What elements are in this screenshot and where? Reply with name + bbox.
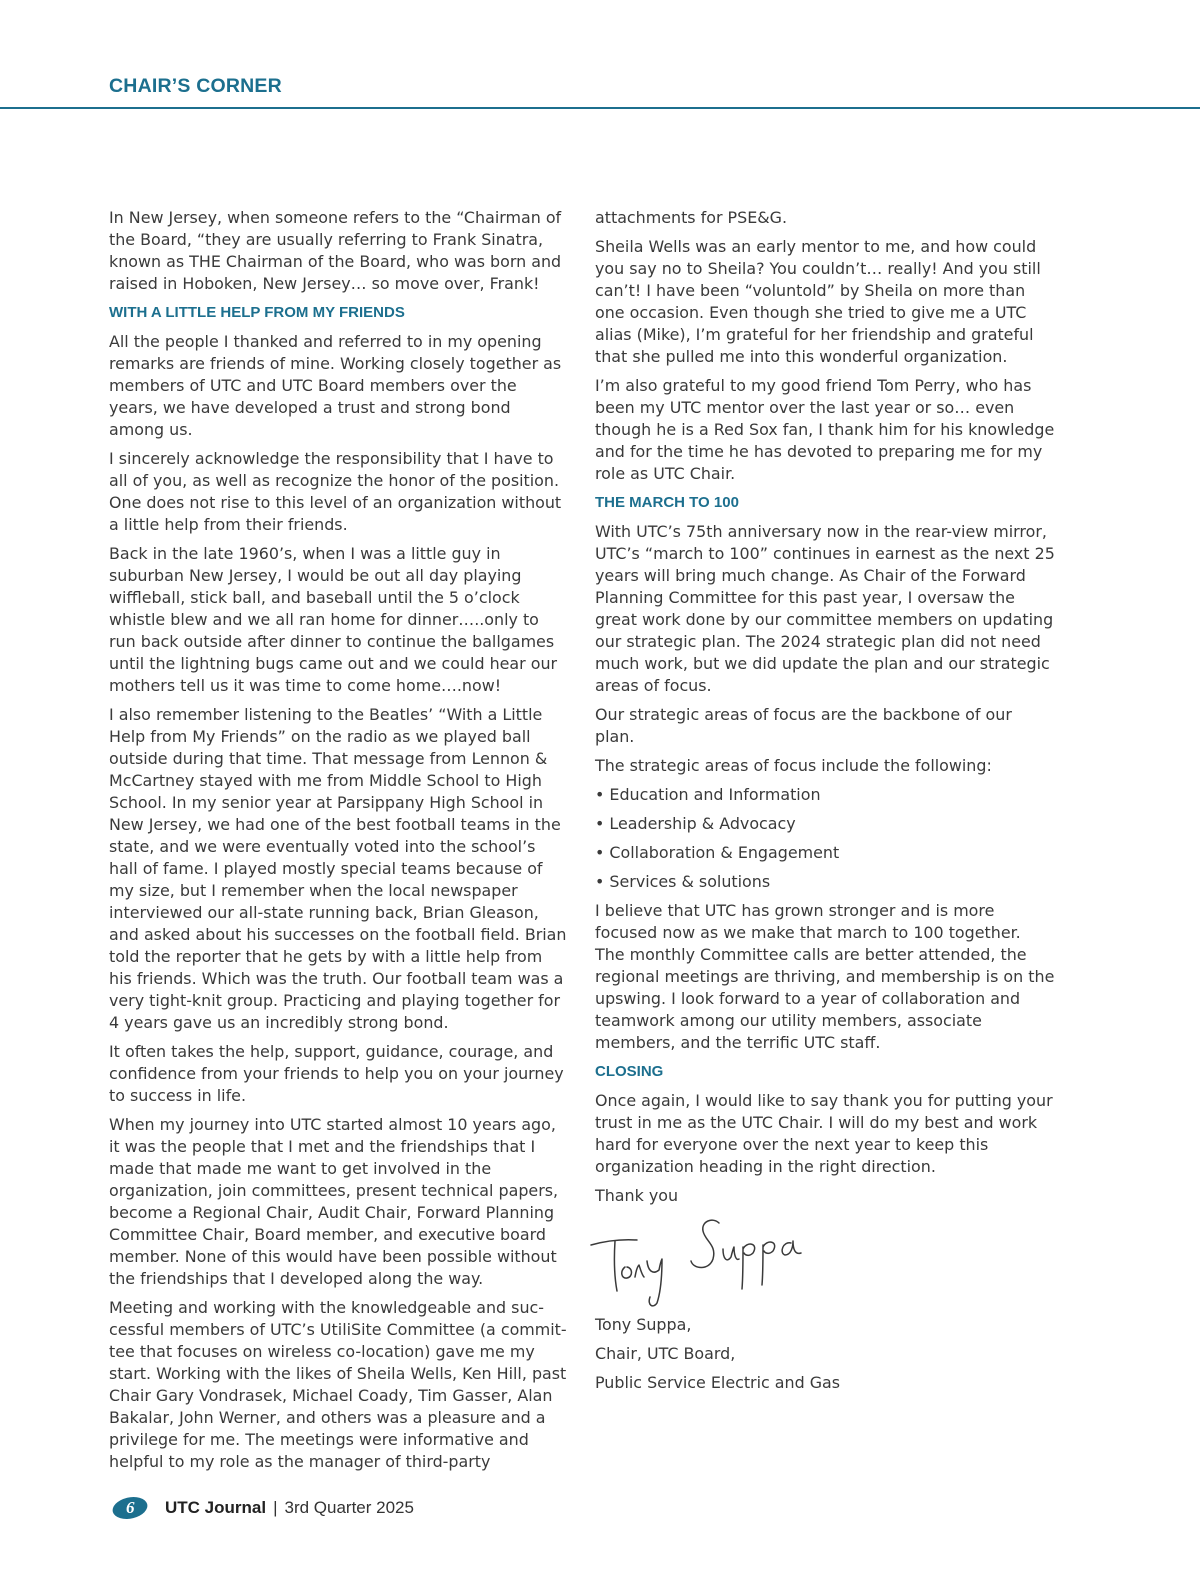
paragraph: I’m also grateful to my good friend Tom Perry, who has been my UTC mentor over the last year or so… even though he is a Red Sox fan, I thank him for his knowledge and for the time he has devoted to preparing me for my role as UTC Chair. [595,376,1055,483]
paragraph: Once again, I would like to say thank you for putting your trust in me as the UTC Chair. I will do my best and work hard for everyone over the next year to keep this organization heading in the right direction. [595,1091,1053,1176]
paragraph: It often takes the help, support, guidance, courage, and confidence from your friends to help you on your journey to success in life. [109,1042,564,1105]
paragraph: With UTC’s 75th anniversary now in the rear-view mirror, UTC’s “march to 100” continues in earnest as the next 25 years will bring much change. As Chair of the Forward Planning Committee for this past year, I oversaw the great work done by our committee members on updating our strategic plan. The 2024 strategic plan did not need much work, but we did update the plan and our strategic areas of focus. [595,522,1055,695]
thank-you-text: Thank you [595,1186,679,1205]
left-column [109,207,569,1480]
handwritten-signature [587,1215,837,1310]
signer-organization: Public Service Electric and Gas [595,1373,841,1392]
paragraph: The strategic areas of focus include the following: [595,756,992,775]
paragraph: Our strategic areas of focus are the backbone of our plan. [595,705,1012,746]
paragraph: Sheila Wells was an early mentor to me, and how could you say no to Sheila? You couldn’t… really! And you still can’t! I have been “voluntold” by Sheila on more than one occasion. Even though she tried to give me a UTC alias (Mike), I’m grateful for her friendship and grateful that she pulled me into this wonderful organization. [595,237,1041,366]
list-item: • Collaboration & Engagement [595,843,840,862]
section-heading-friends: WITH A LITTLE HELP FROM MY FRIENDS [109,304,405,321]
list-item: • Services & solutions [595,872,771,891]
paragraph: attachments for PSE&G. [595,208,787,227]
paragraph: I also remember listening to the Beatles’ “With a Little Help from My Friends” on the radio as we played ball outside during that time. That message from Lennon & McCartney stayed with me from Middle School to High School. In my senior year at Parsippany High School in New Jersey, we had one of the best football teams in the state, and we were eventually voted into the school’s hall of fame. I played mostly special teams because of my size, but I remember when the local newspaper interviewed our all-state running back, Brian Gleason, and asked about his successes on the football field. Brian told the reporter that he gets by with a little help from his friends. Which was the truth. Our football team was a very tight-knit group. Practicing and playing together for 4 years gave us an incredibly strong bond. [109,705,567,1032]
section-title: CHAIR’S CORNER [109,75,282,97]
paragraph: All the people I thanked and referred to in my opening remarks are friends of mine. Working closely together as members of UTC and UTC Board members over the years, we have developed a trust and strong bond among us. [109,332,562,439]
page-number: 6 [125,1498,135,1517]
paragraph: When my journey into UTC started almost 10 years ago, it was the people that I met and the friendships that I made that made me want to get involved in the organization, join committees, present technical papers, become a Regional Chair, Audit Chair, Forward Planning Committee Chair, Board member, and executive board member. None of this would have been possible without the friendships that I developed along the way. [109,1115,559,1288]
intro-paragraph: In New Jersey, when someone refers to the “Chairman of the Board, “they are usually referring to Frank Sinatra, known as THE Chairman of the Board, who was born and raised in Hoboken, New Jersey… so move over, Frank! [109,208,562,293]
page-number-badge [109,1497,150,1519]
paragraph: Meeting and working with the knowledgeable and suc-cessful members of UTC’s UtiliSite Committee (a commit-tee that focuses on wireless co-location) gave me my start. Working with the likes of Sheila Wells, Ken Hill, past Chair Gary Vondrasek, Michael Coady, Tim Gasser, Alan Bakalar, John Werner, and others was a pleasure and a privilege for me. The meetings were informative and helpful to my role as the manager of third-party [109,1298,567,1471]
paragraph: I believe that UTC has grown stronger and is more focused now as we make that march to 100 together. The monthly Committee calls are better attended, the regional meetings are thriving, and membership is on the upswing. I look forward to a year of collaboration and teamwork among our utility members, associate members, and the terrific UTC staff. [595,901,1055,1052]
journal-name: UTC Journal [165,1498,267,1517]
list-item: • Education and Information [595,785,821,804]
section-heading-closing: CLOSING [595,1063,664,1080]
section-heading-march: THE MARCH TO 100 [595,494,739,511]
page-footer [113,1495,414,1521]
header-divider [0,107,1200,109]
signer-name: Tony Suppa, [595,1315,692,1334]
issue-label: 3rd Quarter 2025 [284,1498,414,1517]
paragraph: Back in the late 1960’s, when I was a little guy in suburban New Jersey, I would be out all day playing wiffleball, stick ball, and baseball until the 5 o’clock whistle blew and we all ran home for dinner…..only to run back outside after dinner to continue the ballgames until the lightning bugs came out and we could hear our mothers tell us it was time to come home….now! [109,544,558,695]
signer-title: Chair, UTC Board, [595,1344,736,1363]
right-column [595,207,1055,1401]
paragraph: I sincerely acknowledge the responsibility that I have to all of you, as well as recognize the honor of the position. One does not rise to this level of an organization without a little help from their friends. [109,449,562,534]
list-item: • Leadership & Advocacy [595,814,796,833]
footer-separator: | [273,1498,278,1517]
